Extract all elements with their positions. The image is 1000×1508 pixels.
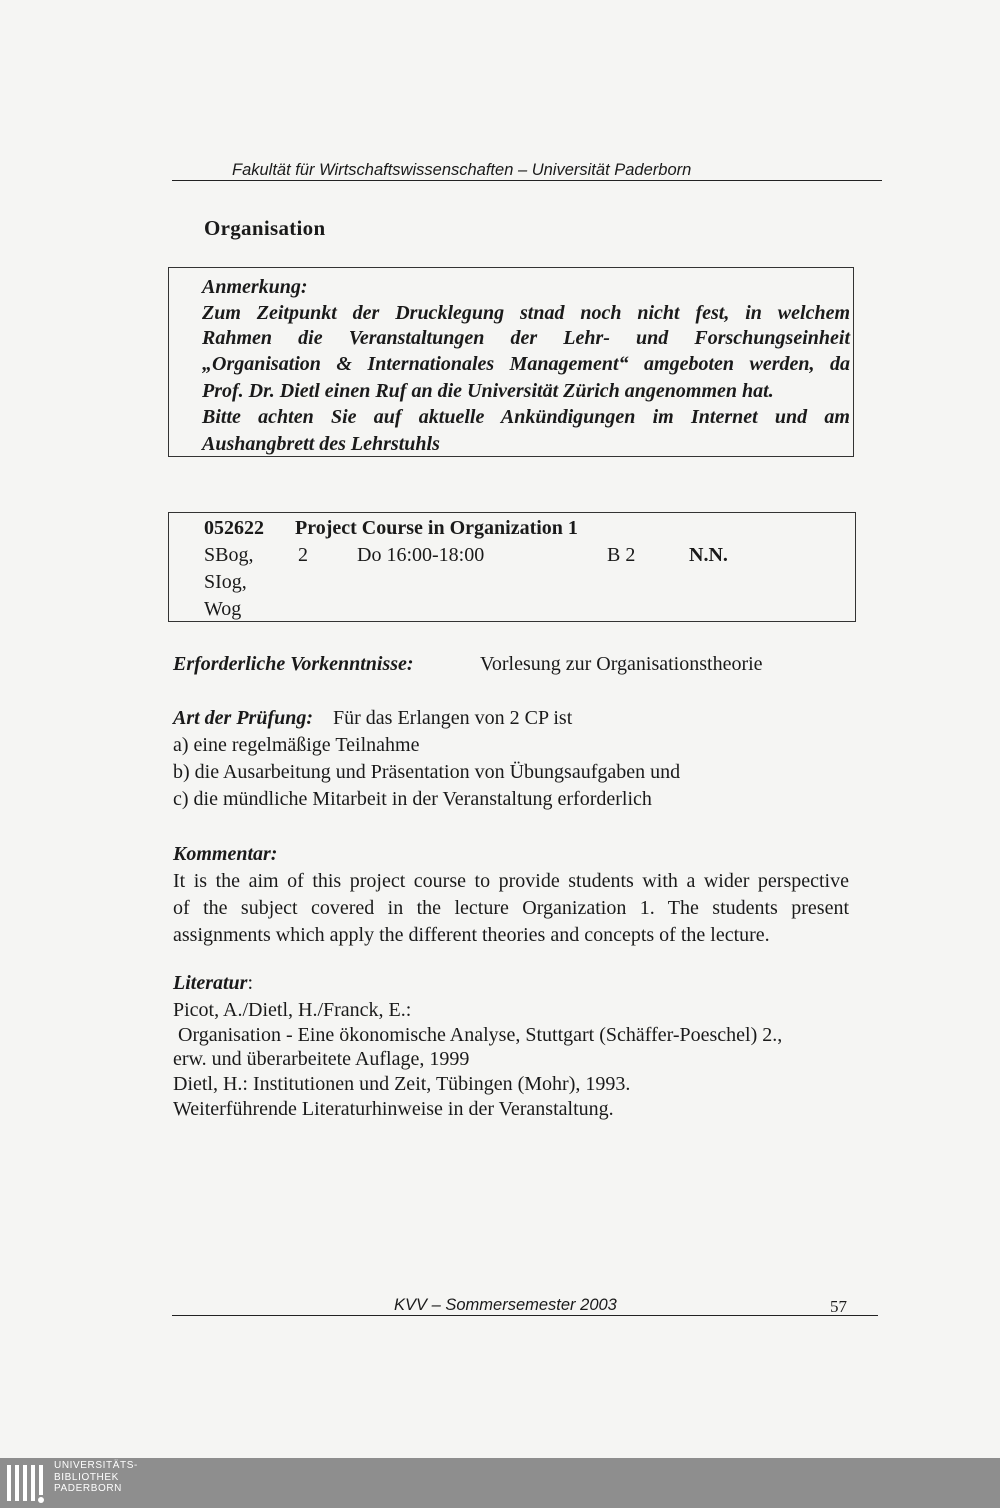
course-program: SBog, [204, 544, 254, 566]
notice-label: Anmerkung: [202, 276, 308, 298]
exam-intro: Für das Erlangen von 2 CP ist [333, 707, 573, 729]
notice-line: Aushangbrett des Lehrstuhls [202, 433, 440, 455]
library-name [54, 1460, 138, 1495]
literature-label: Literatur [173, 972, 248, 994]
literature-line: Dietl, H.: Institutionen und Zeit, Tübingen (Mohr), 1993. [173, 1073, 631, 1095]
exam-label: Art der Prüfung: [173, 707, 314, 729]
library-name-line: BIBLIOTHEK [54, 1471, 119, 1483]
course-title: Project Course in Organization 1 [295, 517, 578, 539]
course-room: B 2 [607, 544, 636, 566]
comment-line: It is the aim of this project course to provide students with a wider perspective [173, 870, 849, 892]
course-hours: 2 [298, 544, 308, 566]
course-number: 052622 [204, 517, 264, 539]
notice-line: Zum Zeitpunkt der Drucklegung stnad noch nicht fest, in welchem [202, 302, 850, 324]
notice-line: Rahmen die Veranstaltungen der Lehr- und Forschungseinheit [202, 327, 850, 349]
notice-line: „Organisation & Internationales Management“ amgeboten werden, da [202, 353, 850, 375]
footer-rule [172, 1315, 878, 1316]
page-footer-text: KVV – Sommersemester 2003 [394, 1296, 617, 1314]
prerequisites-value: Vorlesung zur Organisationstheorie [480, 653, 763, 675]
page-header-title: Fakultät für Wirtschaftswissenschaften – Universität Paderborn [232, 161, 692, 179]
library-name-line: UNIVERSITÄTS- [54, 1460, 138, 1471]
library-logo-icon [6, 1461, 48, 1505]
course-lecturer: N.N. [689, 544, 728, 566]
exam-item: a) eine regelmäßige Teilnahme [173, 734, 420, 756]
prerequisites-label: Erforderliche Vorkenntnisse: [173, 653, 414, 675]
course-time: Do 16:00-18:00 [357, 544, 485, 566]
course-program: SIog, [204, 571, 247, 593]
notice-line: Prof. Dr. Dietl einen Ruf an die Universität Zürich angenommen hat. [202, 380, 774, 402]
comment-line: of the subject covered in the lecture Organization 1. The students present [173, 897, 849, 919]
exam-item: b) die Ausarbeitung und Präsentation von Übungsaufgaben und [173, 761, 681, 783]
literature-colon: : [247, 972, 254, 994]
notice-line: Bitte achten Sie auf aktuelle Ankündigungen im Internet und am [202, 406, 850, 428]
library-bar [0, 1458, 1000, 1508]
comment-line: assignments which apply the different theories and concepts of the lecture. [173, 924, 770, 946]
literature-line: Picot, A./Dietl, H./Franck, E.: [173, 999, 412, 1021]
comment-label: Kommentar: [173, 843, 278, 865]
literature-line: Organisation - Eine ökonomische Analyse, Stuttgart (Schäffer-Poeschel) 2., [173, 1024, 783, 1046]
literature-heading [173, 972, 253, 995]
course-program: Wog [204, 598, 242, 620]
header-rule [172, 180, 882, 181]
page-number: 57 [830, 1297, 847, 1316]
library-name-line: PADERBORN [54, 1483, 123, 1494]
exam-item: c) die mündliche Mitarbeit in der Veranstaltung erforderlich [173, 788, 652, 810]
section-heading: Organisation [204, 216, 326, 240]
literature-line: erw. und überarbeitete Auflage, 1999 [173, 1048, 470, 1070]
literature-line: Weiterführende Literaturhinweise in der Veranstaltung. [173, 1098, 614, 1120]
